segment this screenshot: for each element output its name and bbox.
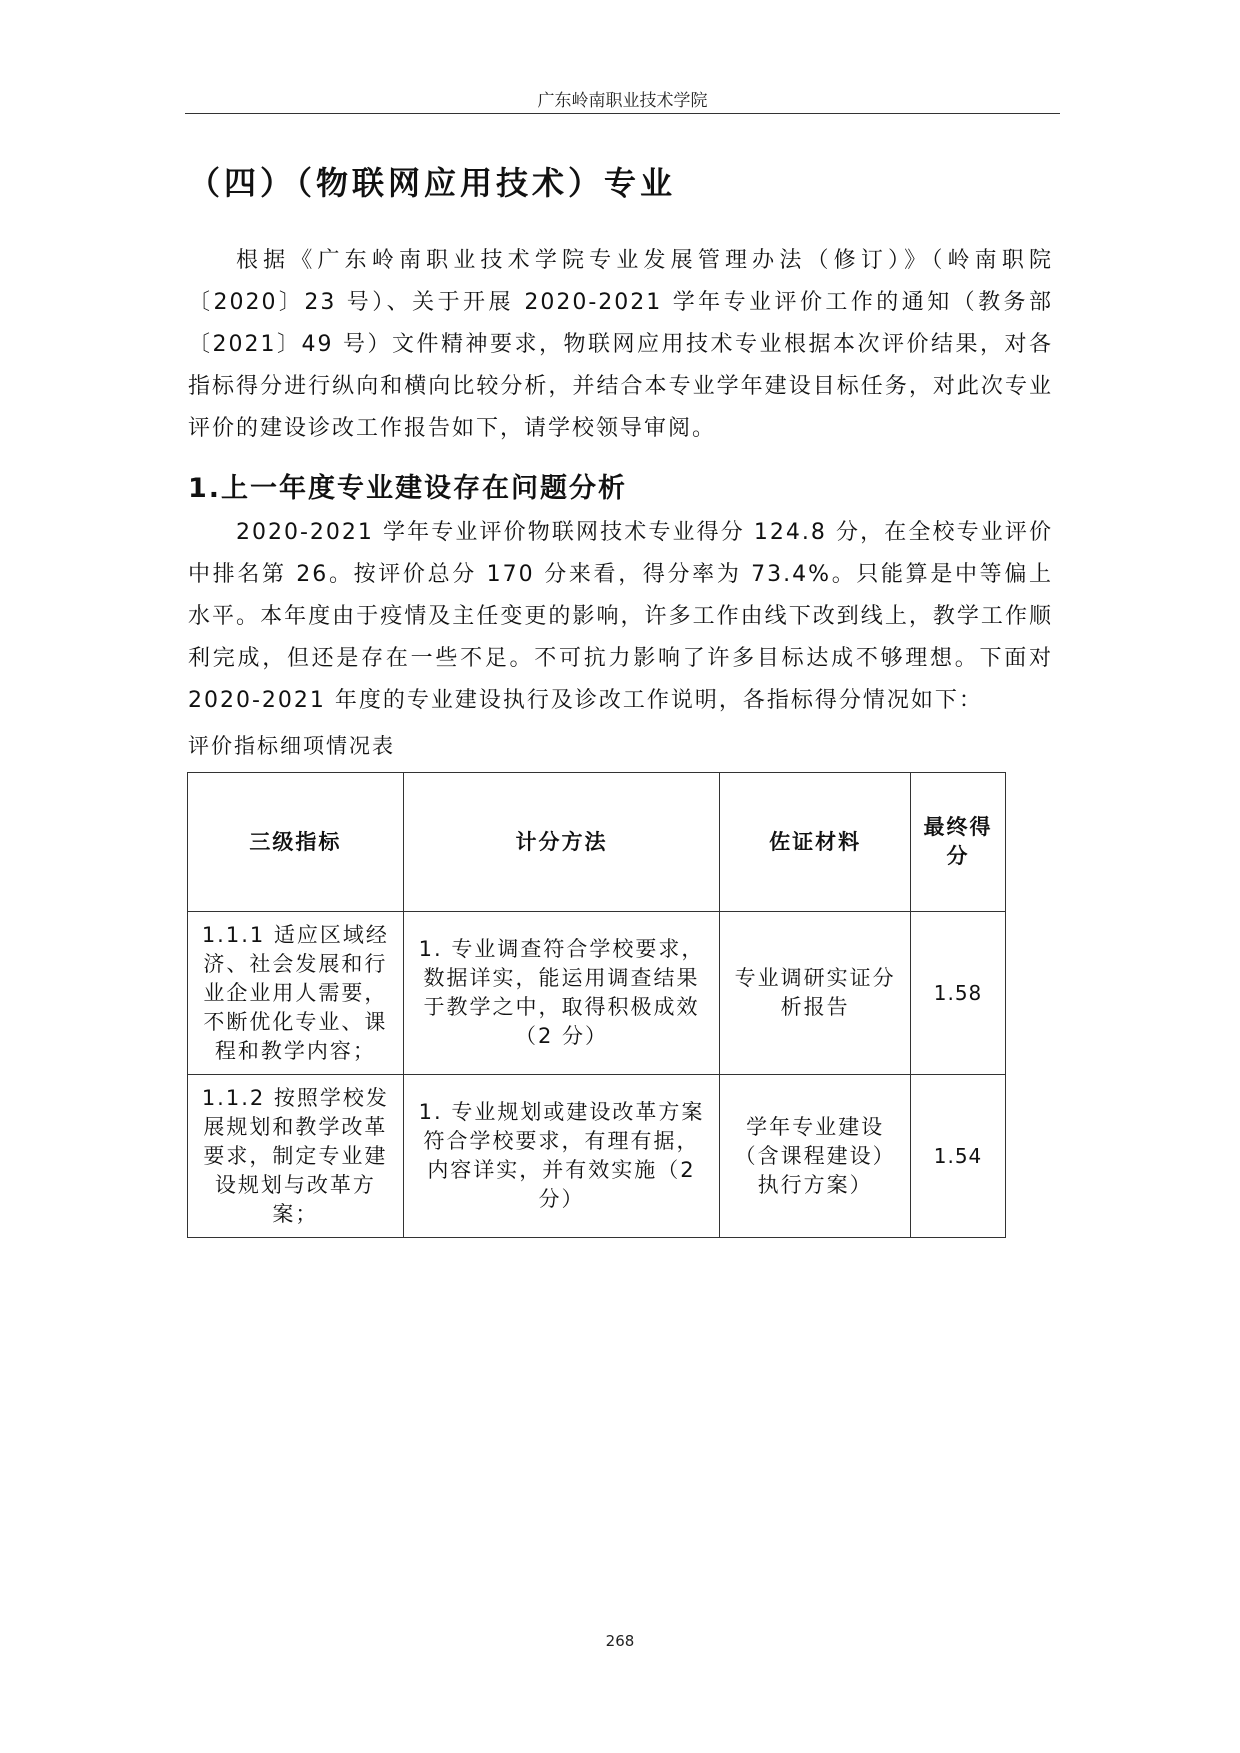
cell-score: 1.54 [911,1075,1006,1238]
header-indicator: 三级指标 [188,773,404,912]
cell-score: 1.58 [911,912,1006,1075]
table-row [188,912,1006,1075]
cell-method: 1. 专业规划或建设改革方案符合学校要求，有理有据，内容详实，并有效实施（2 分） [403,1075,720,1238]
header-divider [185,113,1060,114]
cell-evidence: 学年专业建设（含课程建设）执行方案） [720,1075,911,1238]
section-title: 1.上一年度专业建设存在问题分析 [188,473,628,504]
table-header-row [188,773,1006,912]
analysis-paragraph: 2020-2021 学年专业评价物联网技术专业得分 124.8 分，在全校专业评价中排名第 26。按评价总分 170 分来看，得分率为 73.4%。只能算是中等偏上水平。本年度由于疫情及主任变更的影响，许多工作由线下改到线上，教学工作顺利完成，但还是存在一些不足。不可抗力影响了许多目标达成不够理想。下面对 2020-2021 年度的专业建设执行及诊改工作说明，各指标得分情况如下： [188,520,1053,713]
evaluation-table [187,772,1006,1238]
header-method: 计分方法 [403,773,720,912]
cell-evidence: 专业调研实证分析报告 [720,912,911,1075]
cell-method: 1. 专业调查符合学校要求，数据详实，能运用调查结果于教学之中，取得积极成效（2 分） [403,912,720,1075]
cell-indicator: 1.1.2 按照学校发展规划和教学改革要求，制定专业建设规划与改革方案； [188,1075,404,1238]
page-number: 268 [605,1632,635,1650]
page-header: 广东岭南职业技术学院 [537,91,708,111]
chapter-title: （四）（物联网应用技术）专业 [188,164,677,202]
intro-paragraph: 根据《广东岭南职业技术学院专业发展管理办法（修订）》（岭南职院〔2020〕23 号）、关于开展 2020-2021 学年专业评价工作的通知（教务部 〔2021〕49 号）文件精神要求，物联网应用技术专业根据本次评价结果，对各指标得分进行纵向和横向比较分析，并结合本专业学年建设目标任务，对此次专业评价的建设诊改工作报告如下，请学校领导审阅。 [188,248,1053,441]
header-evidence: 佐证材料 [720,773,911,912]
table-caption: 评价指标细项情况表 [188,734,395,758]
header-score: 最终得分 [911,773,1006,912]
cell-indicator: 1.1.1 适应区域经济、社会发展和行业企业用人需要，不断优化专业、课程和教学内容； [188,912,404,1075]
table-row [188,1075,1006,1238]
